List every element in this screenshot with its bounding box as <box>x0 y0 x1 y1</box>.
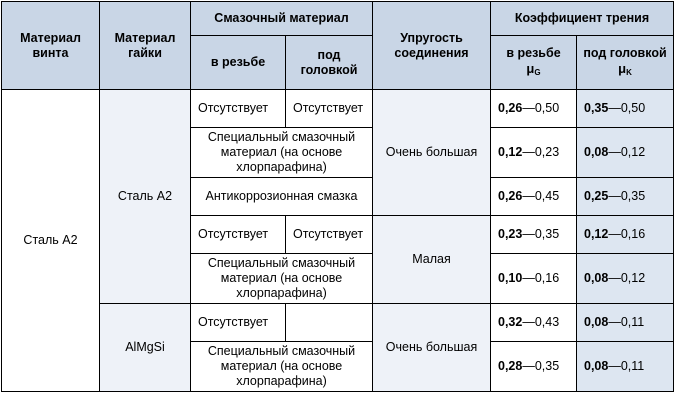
lub-special: Специальный смазочный материал (на основе хлорпарафина) <box>191 254 373 304</box>
header-lub-in-thread: в резьбе <box>191 36 286 90</box>
header-mu-g <box>491 36 577 90</box>
mu-k-value: 0,08—0,11 <box>577 342 674 392</box>
mu-g-value: 0,12—0,23 <box>491 128 577 178</box>
elasticity-low: Малая <box>373 216 491 304</box>
lub-special: Специальный смазочный материал (на основе хлорпарафина) <box>191 342 373 392</box>
header-mu-g-label: в резьбе <box>506 45 561 60</box>
header-mu-k-label: под головкой <box>583 45 667 60</box>
mu-k-value: 0,35—0,50 <box>577 90 674 128</box>
mu-k-value: 0,12—0,16 <box>577 216 674 254</box>
header-lubricant: Смазочный материал <box>191 2 373 36</box>
mu-k-value: 0,25—0,35 <box>577 178 674 216</box>
header-mu-k <box>577 36 674 90</box>
mu-k-value: 0,08—0,12 <box>577 254 674 304</box>
mu-g-value: 0,26—0,50 <box>491 90 577 128</box>
screw-material-cell: Сталь A2 <box>2 90 100 392</box>
mu-g-value: 0,28—0,35 <box>491 342 577 392</box>
lub-thread-absent: Отсутствует <box>191 90 286 128</box>
mu-g-value: 0,10—0,16 <box>491 254 577 304</box>
mu-g-symbol: $\mu_G$ <box>526 60 541 77</box>
lub-anticorrosion: Антикоррозионная смазка <box>191 178 373 216</box>
mu-k-symbol: $\mu_K$ <box>618 60 632 77</box>
lub-head-empty <box>286 304 373 342</box>
header-friction-coef: Коэффициент трения <box>491 2 674 36</box>
elasticity-very-high-1: Очень большая <box>373 90 491 216</box>
mu-g-value: 0,26—0,45 <box>491 178 577 216</box>
lub-thread-absent: Отсутствует <box>191 304 286 342</box>
mu-k-value: 0,08—0,11 <box>577 304 674 342</box>
nut-material-a2: Сталь A2 <box>100 90 191 304</box>
lub-head-absent: Отсутствует <box>286 90 373 128</box>
lub-thread-absent: Отсутствует <box>191 216 286 254</box>
header-lub-under-head: под головкой <box>286 36 373 90</box>
nut-material-almgsi: AlMgSi <box>100 304 191 392</box>
mu-g-value: 0,32—0,43 <box>491 304 577 342</box>
header-screw-material: Материал винта <box>2 2 100 90</box>
lub-head-absent: Отсутствует <box>286 216 373 254</box>
mu-k-value: 0,08—0,12 <box>577 128 674 178</box>
header-joint-elasticity: Упругость соединения <box>373 2 491 90</box>
lub-special: Специальный смазочный материал (на основе хлорпарафина) <box>191 128 373 178</box>
elasticity-very-high-2: Очень большая <box>373 304 491 392</box>
mu-g-value: 0,23—0,35 <box>491 216 577 254</box>
header-nut-material: Материал гайки <box>100 2 191 90</box>
friction-table <box>1 1 674 392</box>
